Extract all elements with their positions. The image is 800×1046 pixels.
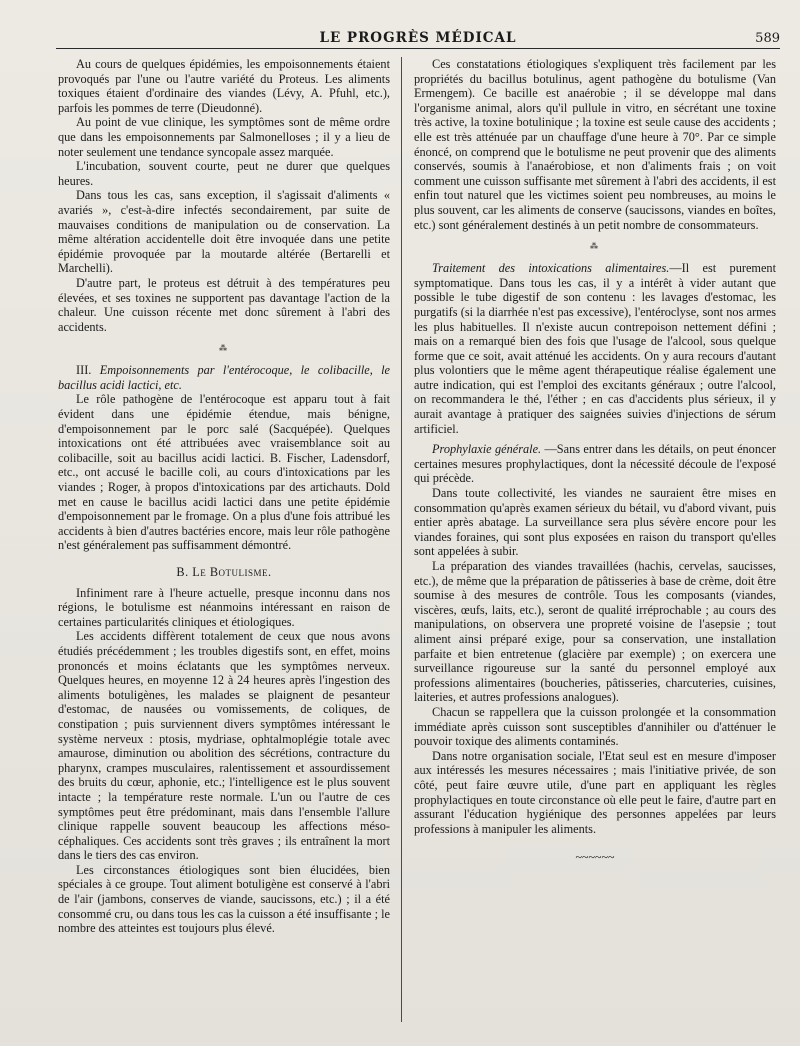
paragraph: Dans notre organisation sociale, l'Etat seul est en mesure d'imposer aux intéressés les mesures nécessaires ; mais l'initiative privée, de son côté, peut faire œuvre utile, d'une part en appliquant les règles prophylactiques en toute circonstance où elle peut le faire, d'autre part en assurant l'éducation hygiénique des personnes appelées par leurs professions à manipuler les aliments. bbox=[414, 748, 776, 836]
running-title: LE PROGRÈS MÉDICAL bbox=[319, 30, 517, 46]
section-title: Empoisonnements par l'entérocoque, le colibacille, le bacillus acidi lactici, etc. bbox=[58, 363, 390, 392]
end-ornament: ~~~~~~ bbox=[575, 850, 615, 865]
section-heading-b bbox=[58, 565, 390, 580]
page-header bbox=[56, 24, 780, 49]
section-heading-iii bbox=[58, 363, 390, 392]
section-title: Le Botulisme. bbox=[192, 565, 272, 579]
paragraph: L'incubation, souvent courte, peut ne durer que quelques heures. bbox=[58, 159, 390, 188]
paragraph: D'autre part, le proteus est détruit à des températures peu élevées, et ses toxines ne supportent pas davantage l'action de la chaleur. Une cuisson récente met donc sûrement à l'abri des accidents. bbox=[58, 275, 390, 334]
paragraph-body: —Sans entrer dans les détails, on peut énoncer certaines mesures prophylactiques, dont la nécessité découle de l'exposé qui précède. bbox=[414, 442, 776, 486]
paragraph: Les circonstances étiologiques sont bien élucidées, bien spéciales à ce groupe. Tout aliment botuligène est conservé à l'abri de l'air (jambons, conserves de viande, saucissons, etc.) ; il a été consommé cru, ou dans tous les cas la cuisson a été insuffisante ; le nombre des atteintes est toujours plus élevé. bbox=[58, 862, 390, 936]
paragraph: Ces constatations étiologiques s'expliquent très facilement par les propriétés du bacillus botulinus, agent pathogène du botulisme (Van Ermengem). Ce bacille est anaérobie ; il se développe mal dans l'organisme animal, alors qu'il pullule in vitro, en sécrétant une toxine très active, la toxine botulinique ; la toxine est seule cause des accidents ; elle est très atténuée par un chauffage d'une heure à 70°. Par ce simple énoncé, on comprend que le botulisme ne peut provenir que des aliments conservés, soumis à l'anaérobiose, et non d'aliments frais ; on voit comment une cuisson suffisante met sûrement à l'abri des accidents, il est enfin tout naturel que les victimes soient peu nombreuses, au moins le plus souvent, car les aliments de conserve (saucissons, viandes en boîtes, etc.) sont généralement destinés à un petit nombre de consommateurs. bbox=[414, 57, 776, 232]
left-column bbox=[58, 57, 390, 1026]
paragraph: Les accidents diffèrent totalement de ceux que nous avons étudiés précédemment ; les troubles digestifs sont, en effet, moins prononcés et moins éclatants que les symptômes nerveux. Quelques heures, en moyenne 12 à 24 heures après l'ingestion des aliments botuligènes, les malades se plaignent de pesanteur d'estomac, de nausées ou vomissements, de coliques, de constipation ; puis surviennent divers symptômes intéressant le système nerveux : ptosis, mydriase, ophtalmoplégie totale avec amaurose, diminution ou abolition des sécrétions, contracture du pharynx, crampes musculaires, ralentissement et assourdissement des bruits du cœur, aphonie, etc.; l'intelligence est le plus souvent intacte ; la température reste normale. L'un ou l'autre de ces symptômes peut être prédominant, mais dans l'ensemble l'allure clinique rappelle souvent beaucoup les affections méso-céphaliques. Ces accidents sont très graves ; ils entraînent la mort dans le tiers des cas environ. bbox=[58, 629, 390, 863]
right-column bbox=[414, 57, 776, 1026]
section-letter: B. bbox=[176, 565, 189, 579]
section-number: III. bbox=[76, 363, 92, 378]
paragraph: Dans tous les cas, sans exception, il s'agissait d'aliments « avariés », c'est-à-dire infectés secondairement, par suite de mauvaises conditions de manipulation ou de conservation. La même altération accidentelle doit être invoquée dans une petite épidémie provoquée par la moutarde altérée (Bertarelli et Marchelli). bbox=[58, 188, 390, 276]
page-number: 589 bbox=[755, 31, 780, 46]
column-divider bbox=[401, 57, 402, 1022]
paragraph: Dans toute collectivité, les viandes ne sauraient être mises en consommation qu'après examen sérieux du bétail, vu d'abord vivant, puis entier après abatage. La surveillance sera plus sévère encore pour les viandes foraines, qui sont plus exposées en raison du transport qu'elles sont appelées à subir. bbox=[414, 486, 776, 559]
paragraph-body: —Il est purement symptomatique. Dans tous les cas, il y a intérêt à vider autant que possible le tube digestif de son contenu : les lavages d'estomac, les purgatifs (si la diarrhée n'est pas excessive), l'entéroclyse, sont nos armes les plus habituelles. Il n'existe aucun contrepoison nettement défini ; mais on a remarqué bien des fois que l'usage de l'alcool, sous quelque forme que ce soit, avait atténué les accidents. On y aura recours d'autant plus volontiers que le même agent thérapeutique réalise également une autre indication, qui est l'emploi des excitants généraux ; outre l'alcool, on recommandera le thé, l'éther ; en cas d'accidents plus sérieux, il y aurait avantage à pratiquer des saignées suivies d'injections de sérum artificiel. bbox=[414, 261, 776, 436]
paragraph: Au point de vue clinique, les symptômes sont de même ordre que dans les empoisonnements par Salmonelloses ; il y a lieu de noter seulement une tendance syncopale assez marquée. bbox=[58, 115, 390, 159]
paragraph-title: Prophylaxie générale. bbox=[432, 442, 542, 457]
paragraph-traitement bbox=[414, 261, 776, 436]
paragraph: Le rôle pathogène de l'entérocoque est apparu tout à fait évident dans une épidémie étendue, mais bénigne, d'empoisonnement par le porc salé (Sacquépée). Quelques intoxications ont été attribuées avec vraisemblance soit au colibacille, soit au bacillus acidi lactici. B. Fischer, Ladensdorf, etc., ont accusé le bacille coli, au cours d'intoxications par les viandes ; Roger, à propos d'intoxications par des artichauts. Dold met en cause le bacillus acidi lactici dans une petite épidémie d'empoisonnement par le fromage. On a plus d'une fois attribué les accidents à bien d'autres bactéries encore, mais leur rôle pathogène n'est généralement pas suffisamment démontré. bbox=[58, 392, 390, 553]
paragraph-title: Traitement des intoxications alimentaires. bbox=[432, 261, 670, 276]
paragraph-prophylaxie bbox=[414, 442, 776, 486]
paragraph: Infiniment rare à l'heure actuelle, presque inconnu dans nos régions, le botulisme est néanmoins intéressant en raison de certaines particularités cliniques et étiologiques. bbox=[58, 585, 390, 629]
paragraph: Chacun se rappellera que la cuisson prolongée et la consommation immédiate après cuisson sont susceptibles d'annihiler ou d'atténuer le pouvoir toxique des aliments contaminés. bbox=[414, 704, 776, 749]
section-separator-stars: ⁂ bbox=[590, 242, 600, 252]
paragraph: La préparation des viandes travaillées (hachis, cervelas, saucisses, etc.), de même que la préparation de pâtisseries à base de crème, doit être soumise à des mesures de contrôle. Tous les composants (viandes, viscères, œufs, laits, etc.), seront de qualité irréprochable ; au cours des manipulations, on observera une propreté voisine de l'asepsie ; tout aliment ainsi préparé exige, pour sa conservation, une installation parfaite et bien entretenue (glacière par exemple) ; on exercera une surveillance rigoureuse sur la santé du personnel employé aux professions alimentaires (boucheries, pâtisseries, charcuteries, cuisines, laiteries, et autres professions analogues). bbox=[414, 559, 776, 705]
paragraph: Au cours de quelques épidémies, les empoisonnements étaient provoqués par l'une ou l'autre variété du Proteus. Les aliments toxiques étaient d'ordinaire des viandes (Lévy, A. Pfuhl, etc.), parfois les pommes de terre (Dieudonné). bbox=[58, 57, 390, 115]
section-separator-stars: ⁂ bbox=[219, 344, 229, 354]
